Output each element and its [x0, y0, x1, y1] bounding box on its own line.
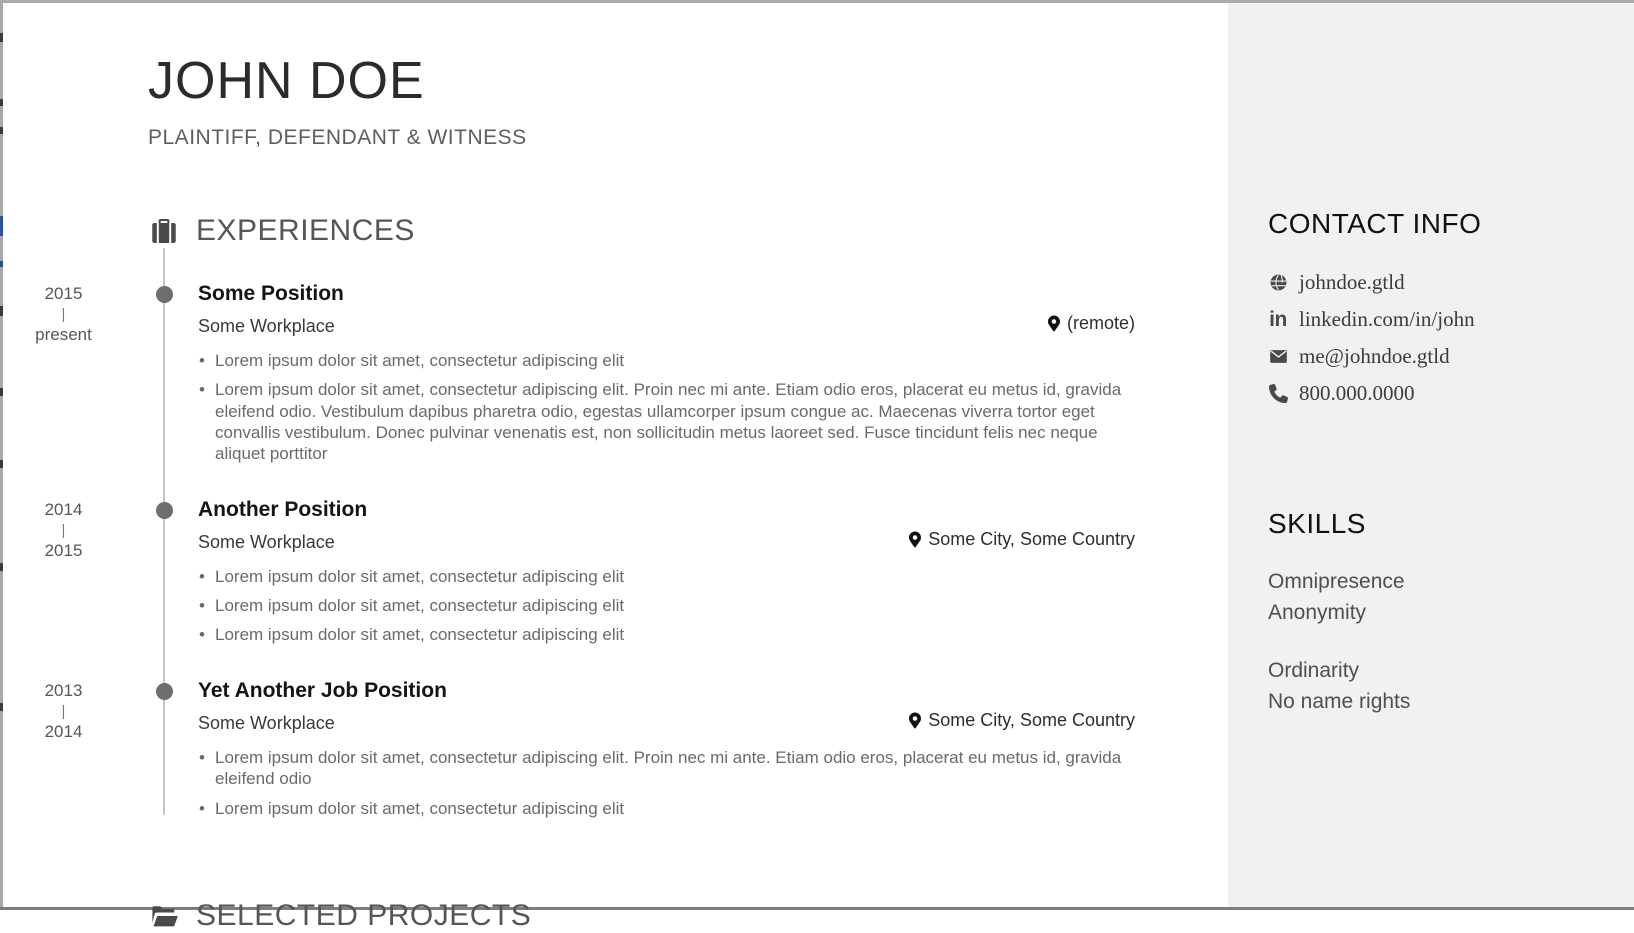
skill-item: Omnipresence — [1268, 570, 1405, 593]
phone-icon — [1268, 384, 1288, 404]
location-text: Some City, Some Country — [928, 528, 1135, 549]
contact-item-email[interactable] — [1268, 338, 1604, 375]
date-start: 2013 — [44, 681, 83, 701]
entry-dates — [0, 281, 125, 464]
date-end: present — [35, 325, 92, 345]
bullet-item: • Lorem ipsum dolor sit amet, consectetur adipiscing elit — [198, 624, 1135, 645]
bullet-item: • Lorem ipsum dolor sit amet, consectetur adipiscing elit. Proin nec mi ante. Etiam odio eros, placerat eu metus id, gravida eleifend odio — [198, 747, 1135, 789]
timeline-dot — [156, 683, 173, 700]
main-column — [0, 3, 1228, 932]
section-experiences — [0, 214, 1228, 818]
experiences-section-header — [0, 214, 1135, 248]
contact-info-title: CONTACT INFO — [1268, 208, 1482, 239]
date-start: 2014 — [44, 499, 83, 519]
entry-content — [198, 281, 1135, 464]
skills-section — [1268, 508, 1604, 717]
position-title: Another Position — [198, 497, 368, 521]
tagline: PLAINTIFF, DEFENDANT & WITNESS — [148, 126, 527, 150]
skills-group-gap — [1268, 628, 1604, 655]
entry-subheader — [198, 313, 1135, 337]
projects-section-header — [0, 899, 1228, 933]
map-marker-icon — [909, 531, 921, 548]
linkedin-icon: in — [1269, 308, 1287, 331]
skill-item: Anonymity — [1268, 601, 1367, 624]
map-marker-icon — [909, 712, 921, 729]
contact-phone-text[interactable]: 800.000.0000 — [1299, 381, 1415, 405]
date-separator: | — [61, 521, 66, 539]
entry-content — [198, 497, 1135, 645]
skill-item: Ordinarity — [1268, 659, 1360, 682]
workplace-name: Some Workplace — [198, 531, 335, 552]
folder-open-icon — [148, 900, 180, 932]
bullet-item: • Lorem ipsum dolor sit amet, consectetur adipiscing elit — [198, 798, 1135, 819]
timeline-dot — [156, 286, 173, 303]
experience-entry — [0, 678, 1135, 818]
resume-page — [0, 3, 1634, 932]
experience-entry — [0, 497, 1135, 645]
skill-item: No name rights — [1268, 690, 1411, 713]
date-start: 2015 — [44, 284, 83, 304]
entry-dates — [0, 497, 125, 645]
location-text: (remote) — [1066, 313, 1135, 334]
date-end: 2014 — [44, 722, 83, 742]
resume-header — [148, 53, 1228, 150]
bullet-item: • Lorem ipsum dolor sit amet, consectetur adipiscing elit. Proin nec mi ante. Etiam odio eros, placerat eu metus id, gravida eleifend odio. Vestibulum dapibus pharetra odio, egestas ullamcorper ipsum congue ac. Maecenas viverra tortor eget convallis vestibulum. Donec pulvinar venenatis est, non sollicitudin metus laoreet sed. Fusce tincidunt felis nec neque aliquet porttitor — [198, 379, 1135, 463]
section-projects — [0, 899, 1228, 933]
entry-location — [909, 710, 1135, 731]
location-text: Some City, Some Country — [928, 710, 1135, 731]
experience-entry — [0, 281, 1135, 464]
experiences-section-title: EXPERIENCES — [196, 214, 415, 248]
bullet-item: • Lorem ipsum dolor sit amet, consectetur adipiscing elit — [198, 595, 1135, 616]
map-marker-icon — [1048, 315, 1060, 332]
globe-icon — [1268, 273, 1288, 293]
name-title: JOHN DOE — [148, 52, 425, 110]
sidebar — [1228, 3, 1634, 907]
position-title: Some Position — [198, 282, 344, 306]
contact-item-linkedin[interactable] — [1268, 301, 1604, 338]
contact-list — [1268, 264, 1604, 412]
skills-list — [1268, 566, 1604, 717]
contact-linkedin-text[interactable]: linkedin.com/in/john — [1299, 307, 1475, 331]
contact-website-text[interactable]: johndoe.gtld — [1299, 270, 1405, 294]
contact-item-website[interactable] — [1268, 264, 1604, 301]
entry-location — [909, 529, 1135, 550]
entry-subheader — [198, 529, 1135, 553]
contact-item-phone[interactable] — [1268, 375, 1604, 412]
bullet-item: • Lorem ipsum dolor sit amet, consectetur adipiscing elit — [198, 566, 1135, 587]
entry-location — [1048, 313, 1135, 334]
envelope-icon — [1268, 347, 1288, 367]
date-separator: | — [61, 702, 66, 720]
timeline-dot — [156, 502, 173, 519]
contact-email-text[interactable]: me@johndoe.gtld — [1299, 344, 1450, 368]
workplace-name: Some Workplace — [198, 713, 335, 734]
date-separator: | — [61, 305, 66, 323]
position-title: Yet Another Job Position — [198, 679, 447, 703]
bullet-item: • Lorem ipsum dolor sit amet, consectetur adipiscing elit — [198, 350, 1135, 371]
skills-title: SKILLS — [1268, 508, 1366, 539]
projects-section-title: SELECTED PROJECTS — [196, 898, 532, 932]
briefcase-icon — [148, 215, 180, 247]
window-edge-artifacts — [0, 3, 3, 907]
workplace-name: Some Workplace — [198, 316, 335, 337]
entry-subheader — [198, 710, 1135, 734]
entry-bullets — [198, 747, 1135, 818]
entry-dates — [0, 678, 125, 818]
entry-content — [198, 678, 1135, 818]
date-end: 2015 — [44, 540, 83, 560]
entry-bullets — [198, 566, 1135, 645]
entry-bullets — [198, 350, 1135, 463]
